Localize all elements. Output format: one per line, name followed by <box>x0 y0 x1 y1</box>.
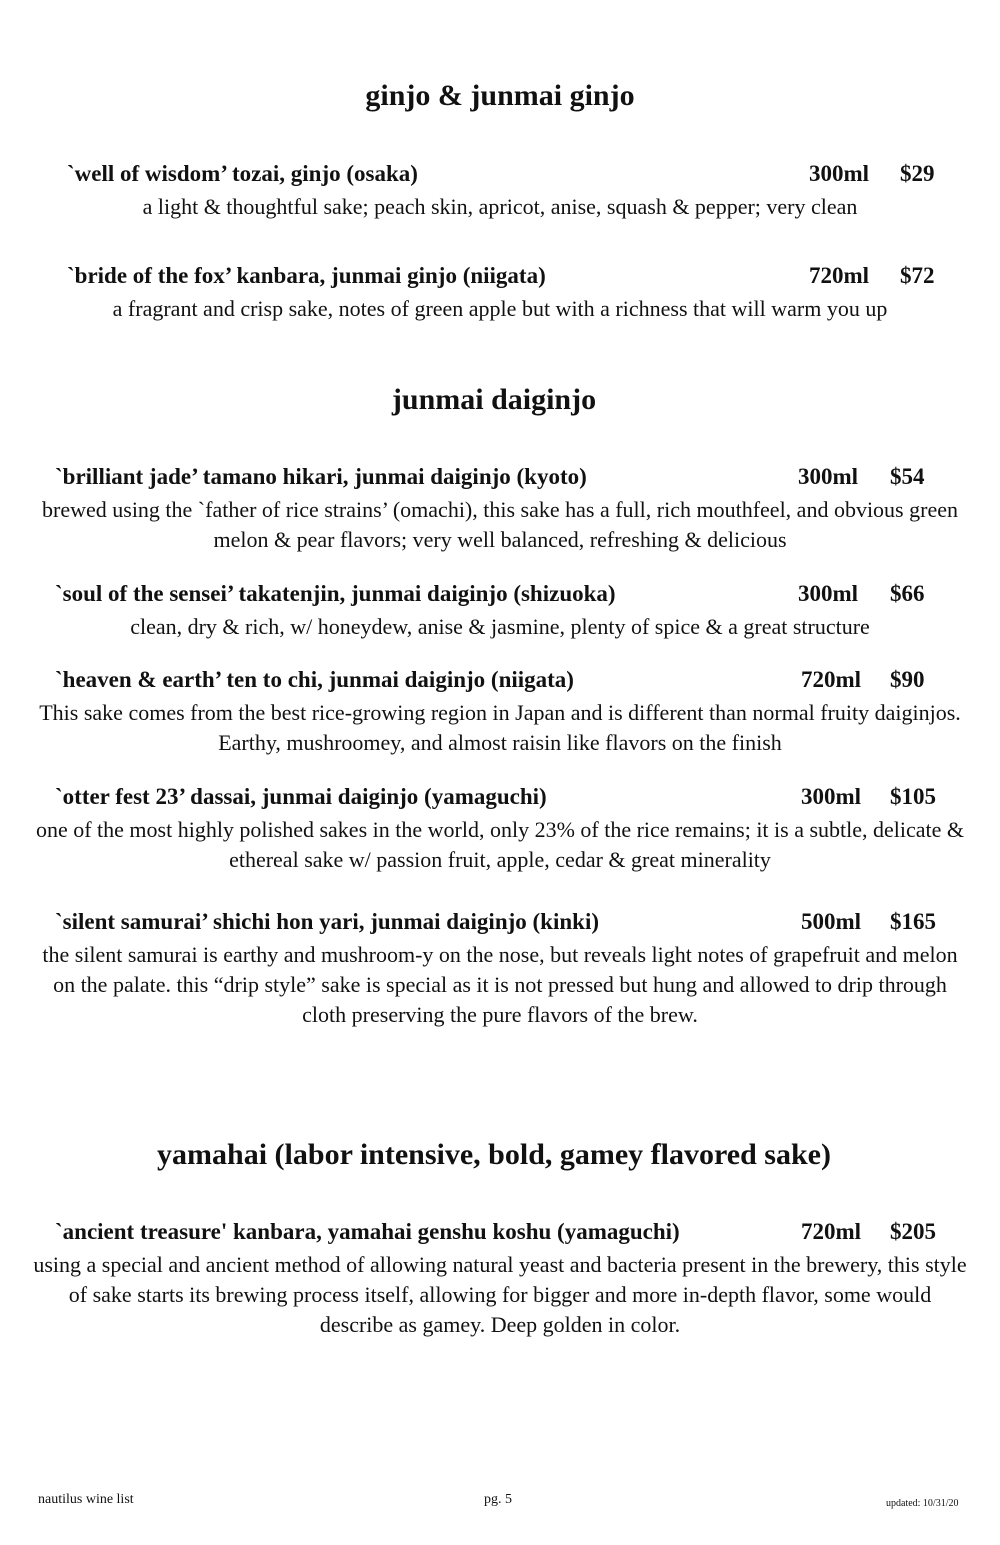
item-name: `heaven & earth’ ten to chi, junmai daiginjo (niigata) <box>55 667 574 692</box>
item-price: $205 <box>890 1219 936 1244</box>
item-price: $66 <box>890 581 925 606</box>
item-name: `otter fest 23’ dassai, junmai daiginjo (yamaguchi) <box>55 784 547 809</box>
menu-item-heading <box>0 579 1000 609</box>
item-description: clean, dry & rich, w/ honeydew, anise & jasmine, plenty of spice & a great structure <box>130 614 870 639</box>
item-name: `bride of the fox’ kanbara, junmai ginjo (niigata) <box>67 263 546 288</box>
item-size: 500ml <box>801 909 862 934</box>
section-title-yamahai: yamahai (labor intensive, bold, gamey flavored sake) <box>157 1138 831 1171</box>
item-description: the silent samurai is earthy and mushroom-y on the nose, but reveals light notes of grapefruit and melon on the palate. this “drip style” sake is special as it is not pressed but hung and allowed to drip through cloth preserving the pure flavors of the brew. <box>42 942 958 1027</box>
item-price: $165 <box>890 909 936 934</box>
item-size: 300ml <box>809 161 870 186</box>
menu-item-heading <box>0 462 1000 492</box>
footer-page-number: pg. 5 <box>484 1492 512 1507</box>
section-title-junmai-daiginjo: junmai daiginjo <box>391 383 597 416</box>
item-size: 300ml <box>798 581 859 606</box>
menu-item-heading <box>0 159 1000 189</box>
item-description: This sake comes from the best rice-growing region in Japan and is different than normal fruity daiginjos. Earthy, mushroomey, and almost raisin like flavors on the finish <box>39 700 961 755</box>
item-name: `soul of the sensei’ takatenjin, junmai daiginjo (shizuoka) <box>55 581 616 606</box>
menu-item-heading <box>0 1217 1000 1247</box>
menu-item-heading <box>0 665 1000 695</box>
item-name: `ancient treasure' kanbara, yamahai genshu koshu (yamaguchi) <box>55 1219 680 1244</box>
item-description: using a special and ancient method of allowing natural yeast and bacteria present in the brewery, this style of sake starts its brewing process itself, allowing for bigger and more in-depth flavor, some would describe as gamey. Deep golden in color. <box>33 1252 967 1337</box>
item-description: a fragrant and crisp sake, notes of green apple but with a richness that will warm you up <box>112 296 888 321</box>
item-size: 300ml <box>798 464 859 489</box>
footer-list-name: nautilus wine list <box>38 1492 134 1507</box>
item-size: 720ml <box>809 263 870 288</box>
item-size: 300ml <box>801 784 862 809</box>
item-description: brewed using the `father of rice strains’ (omachi), this sake has a full, rich mouthfeel, and obvious green melon & pear flavors; very well balanced, refreshing & delicious <box>42 497 958 552</box>
item-description: one of the most highly polished sakes in the world, only 23% of the rice remains; it is a subtle, delicate & ethereal sake w/ passion fruit, apple, cedar & great minerality <box>35 817 965 872</box>
item-size: 720ml <box>801 667 862 692</box>
item-name: `well of wisdom’ tozai, ginjo (osaka) <box>67 161 418 186</box>
menu-item-heading <box>0 907 1000 937</box>
menu-item-heading <box>0 261 1000 291</box>
item-price: $54 <box>890 464 925 489</box>
item-name: `silent samurai’ shichi hon yari, junmai daiginjo (kinki) <box>55 909 599 934</box>
item-price: $29 <box>900 161 935 186</box>
item-price: $105 <box>890 784 936 809</box>
item-description: a light & thoughtful sake; peach skin, apricot, anise, squash & pepper; very clean <box>142 194 858 219</box>
item-size: 720ml <box>801 1219 862 1244</box>
section-title-ginjo: ginjo & junmai ginjo <box>365 79 635 112</box>
footer-updated-date: updated: 10/31/20 <box>886 1498 959 1509</box>
item-price: $72 <box>900 263 935 288</box>
menu-item-heading <box>0 782 1000 812</box>
item-name: `brilliant jade’ tamano hikari, junmai daiginjo (kyoto) <box>55 464 587 489</box>
item-price: $90 <box>890 667 925 692</box>
